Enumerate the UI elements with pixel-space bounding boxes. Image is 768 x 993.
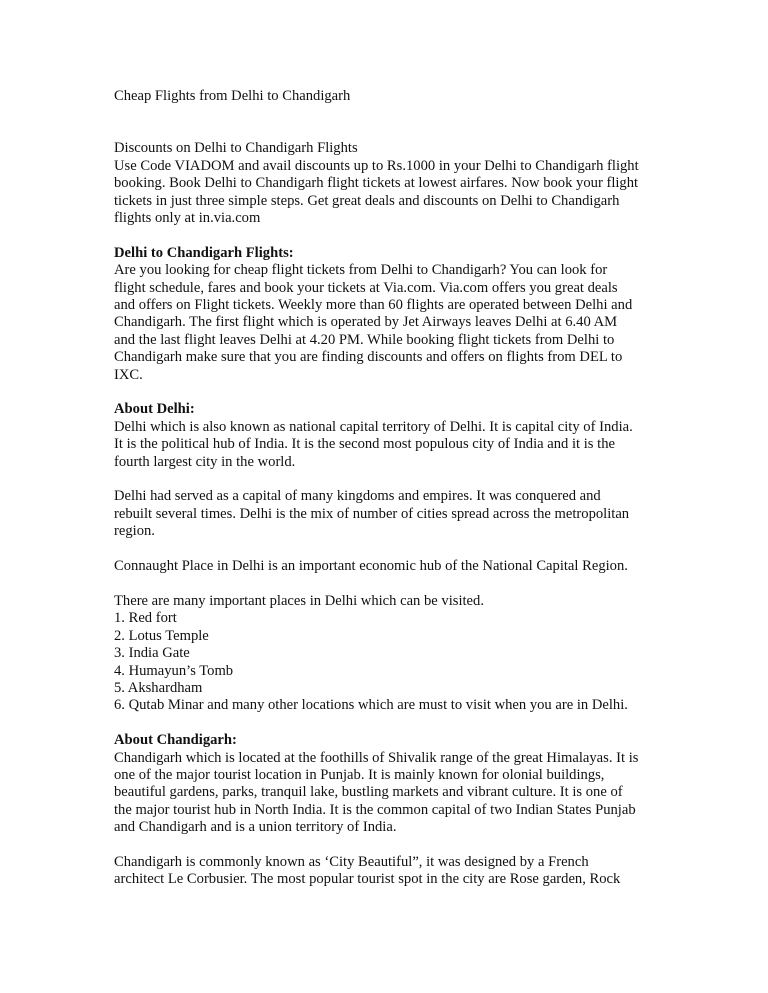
discounts-line: flights only at in.via.com [114,210,261,227]
about-chandigarh-line: beautiful gardens, parks, tranquil lake, bustling markets and vibrant culture. It is one of [114,784,623,801]
flights-line: Are you looking for cheap flight tickets from Delhi to Chandigarh? You can look for [114,262,608,279]
discounts-line: Use Code VIADOM and avail discounts up to Rs.1000 in your Delhi to Chandigarh flight [114,157,639,174]
flights-line: IXC. [114,366,143,383]
document-page [114,88,659,889]
delhi-history-line: rebuilt several times. Delhi is the mix of number of cities spread across the metropolitan [114,505,630,522]
flights-line: and the last flight leaves Delhi at 4.20 PM. While booking flight tickets from Delhi to [114,331,615,348]
list-item: 3. India Gate [114,645,190,662]
city-beautiful-line: architect Le Corbusier. The most popular tourist spot in the city are Rose garden, Rock [114,871,621,888]
about-delhi-line: It is the political hub of India. It is the second most populous city of India and it is the [114,436,615,453]
discounts-line: tickets in just three simple steps. Get great deals and discounts on Delhi to Chandigarh [114,192,620,209]
flights-line: Chandigarh. The first flight which is operated by Jet Airways leaves Delhi at 6.40 AM [114,314,618,331]
about-chandigarh-line: and Chandigarh and is a union territory of India. [114,819,397,836]
list-item: 6. Qutab Minar and many other locations which are must to visit when you are in Delhi. [114,697,628,714]
about-delhi-section [114,401,659,471]
flights-heading: Delhi to Chandigarh Flights: [114,244,294,261]
about-delhi-line: fourth largest city in the world. [114,453,296,470]
title-text: Cheap Flights from Delhi to Chandigarh [114,88,351,104]
document-title [114,88,659,105]
connaught-paragraph [114,558,659,575]
flights-line: flight schedule, fares and book your tickets at Via.com. Via.com offers you great deals [114,279,618,296]
delhi-history-line: region. [114,523,155,540]
about-delhi-line: Delhi which is also known as national capital territory of Delhi. It is capital city of India. [114,418,633,435]
about-delhi-heading: About Delhi: [114,401,195,418]
about-chandigarh-section [114,732,659,836]
flights-line: and offers on Flight tickets. Weekly more than 60 flights are operated between Delhi and [114,297,633,314]
discounts-line: booking. Book Delhi to Chandigarh flight tickets at lowest airfares. Now book your flight [114,175,639,192]
about-chandigarh-line: the major tourist hub in North India. It is the common capital of two Indian States Punjab [114,801,636,818]
delhi-places-list [114,593,659,715]
about-chandigarh-line: Chandigarh which is located at the foothills of Shivalik range of the great Himalayas. It is [114,749,639,766]
list-item: 5. Akshardham [114,679,203,696]
list-item: 4. Humayun’s Tomb [114,662,234,679]
places-intro: There are many important places in Delhi which can be visited. [114,592,484,609]
about-chandigarh-heading: About Chandigarh: [114,732,237,749]
delhi-history-line: Delhi had served as a capital of many kingdoms and empires. It was conquered and [114,488,601,505]
connaught-line: Connaught Place in Delhi is an important economic hub of the National Capital Region. [114,558,628,575]
city-beautiful-paragraph [114,854,659,889]
discounts-heading: Discounts on Delhi to Chandigarh Flights [114,140,358,157]
flights-line: Chandigarh make sure that you are finding discounts and offers on flights from DEL to [114,349,623,366]
list-item: 2. Lotus Temple [114,627,209,644]
city-beautiful-line: Chandigarh is commonly known as ‘City Beautiful”, it was designed by a French [114,853,589,870]
list-item: 1. Red fort [114,610,177,627]
about-chandigarh-line: one of the major tourist location in Punjab. It is mainly known for olonial buildings, [114,766,605,783]
discounts-section [114,140,659,227]
delhi-history-paragraph [114,488,659,540]
flights-section [114,245,659,384]
